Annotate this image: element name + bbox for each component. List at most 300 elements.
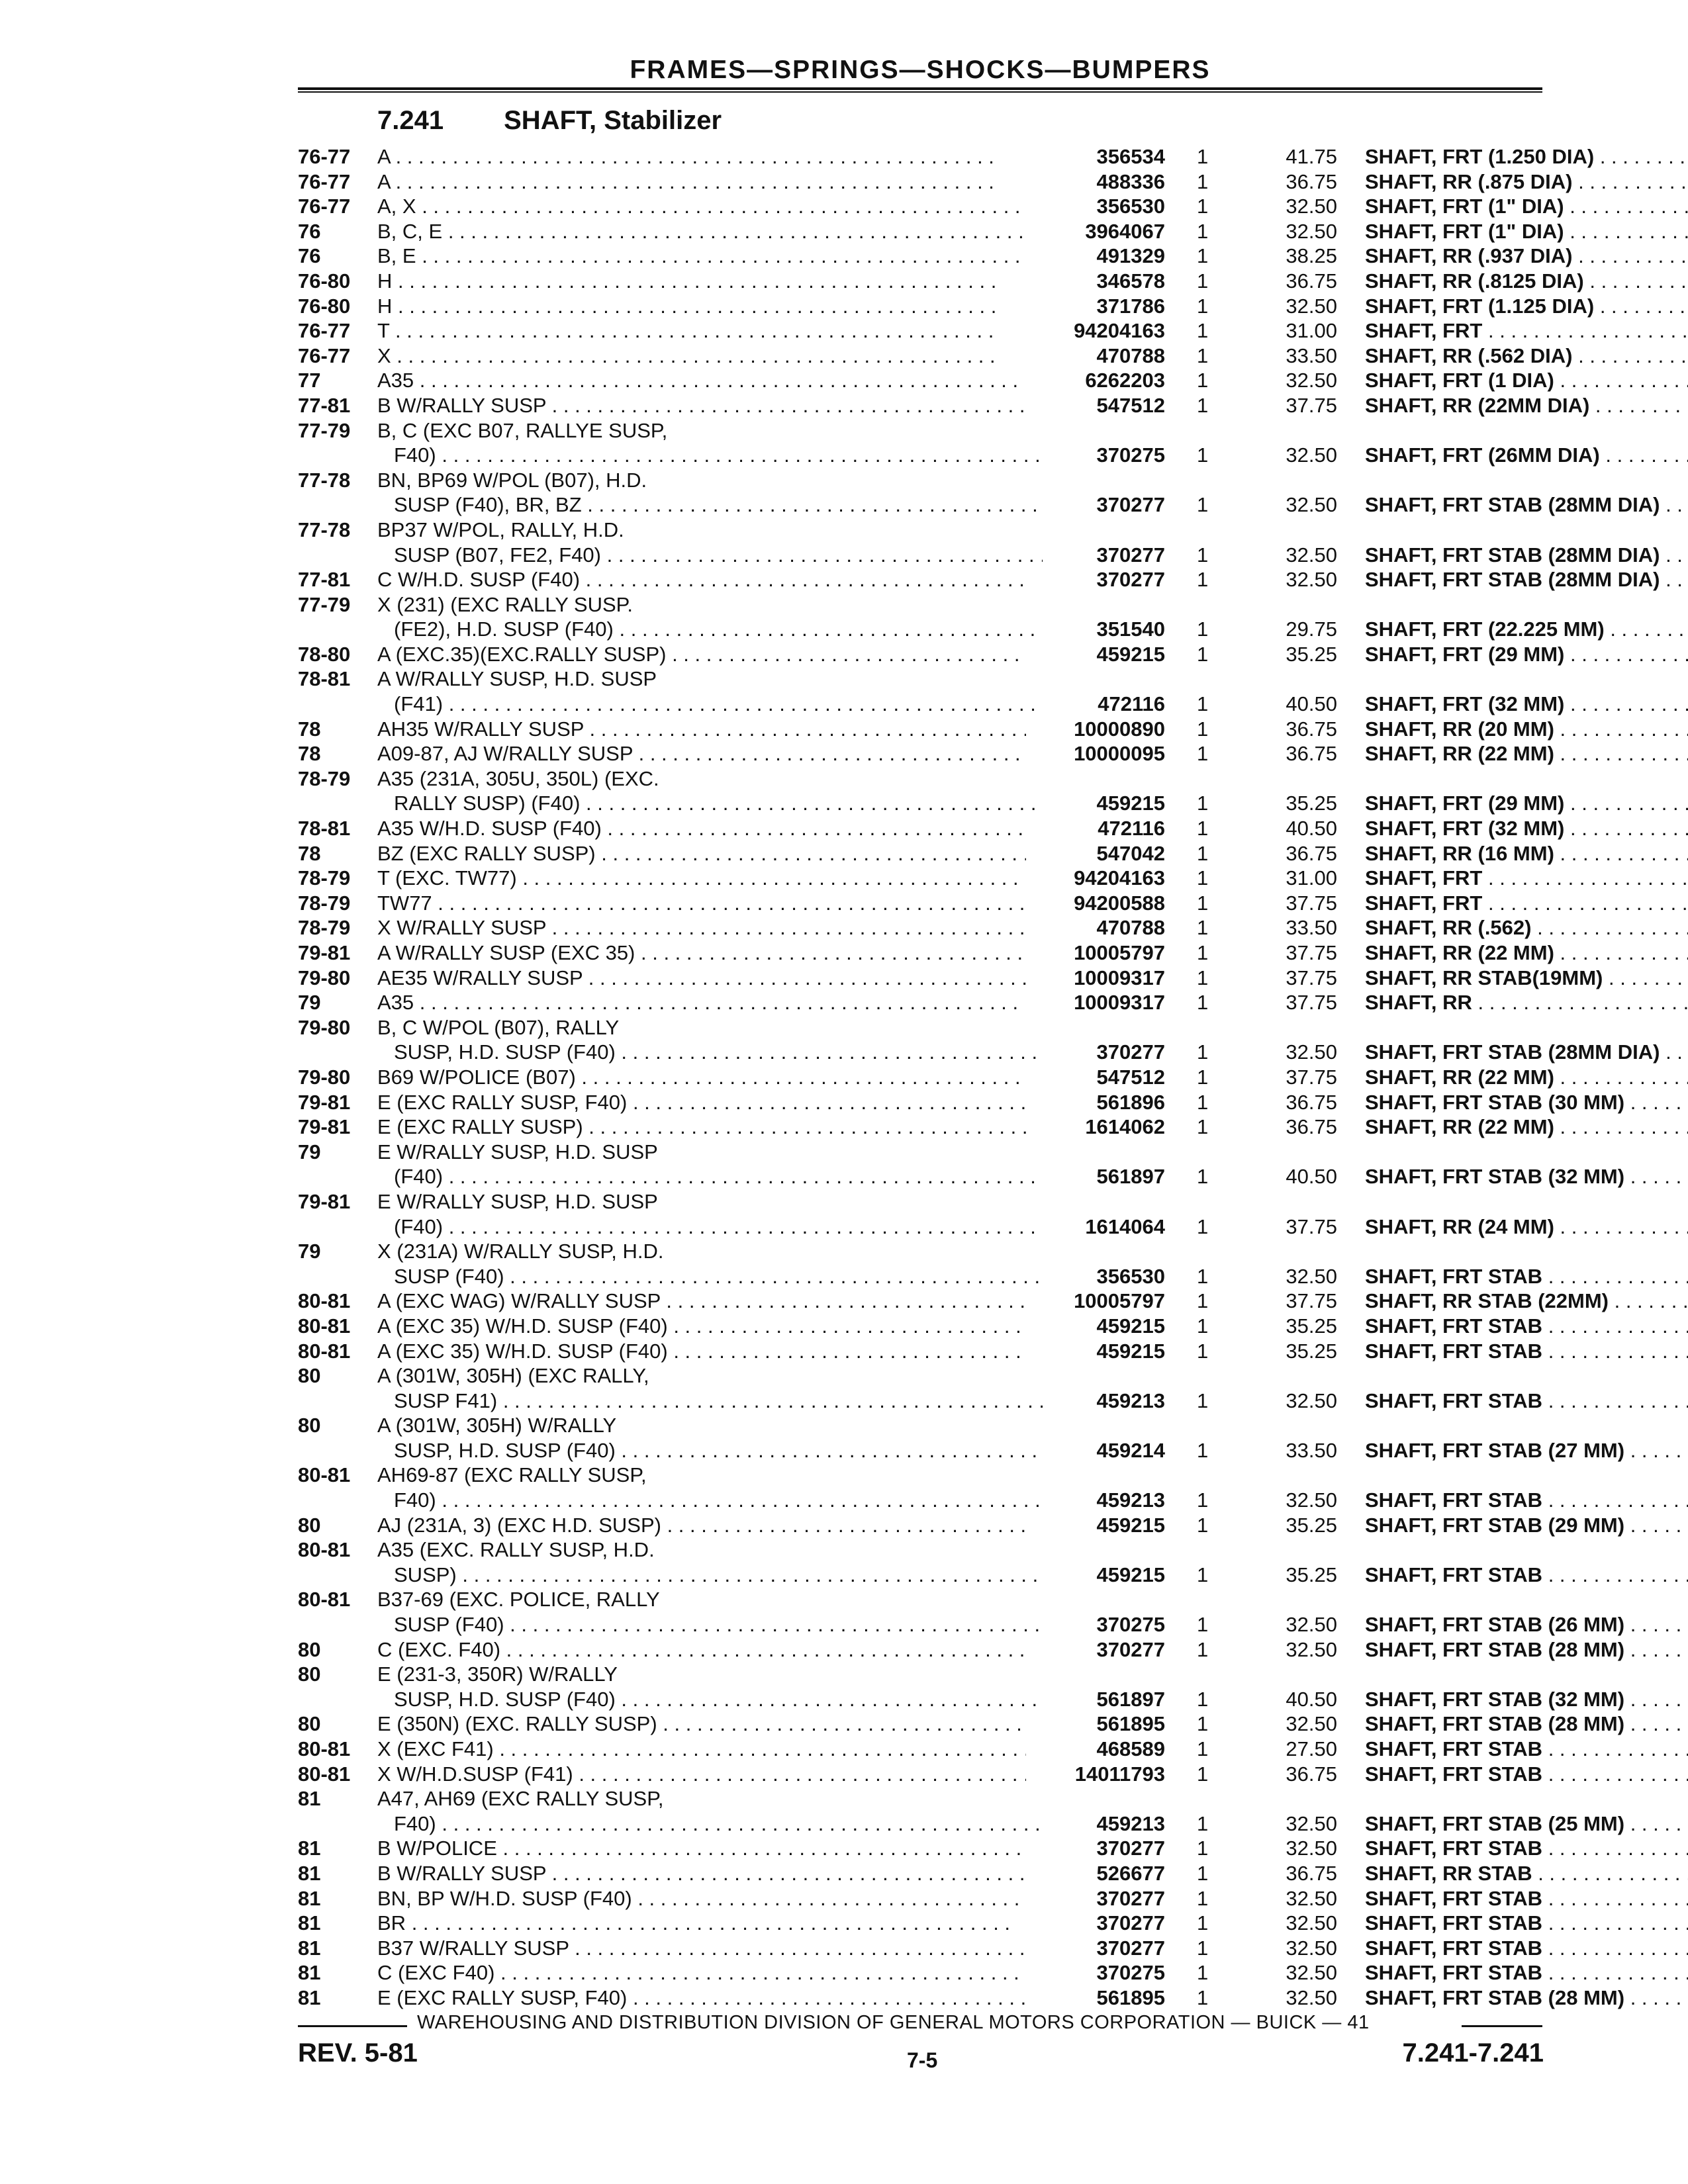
- row-description: SHAFT, FRT STAB . . .: [1365, 1886, 1688, 1911]
- row-year: 78: [298, 717, 321, 741]
- table-row: [298, 468, 1549, 493]
- row-part-number: 1614062: [1085, 1115, 1165, 1139]
- row-year: 78-79: [298, 766, 351, 790]
- row-year: 78-80: [298, 642, 351, 666]
- table-row: [298, 1836, 1549, 1861]
- row-price: 36.75: [1286, 1861, 1337, 1885]
- row-part-number: 351540: [1096, 617, 1165, 641]
- table-row: [298, 940, 1554, 966]
- row-model: SUSP, H.D. SUSP (F40) . . .: [394, 1687, 1043, 1712]
- row-quantity: 1: [1197, 742, 1209, 766]
- row-price: 41.75: [1286, 145, 1337, 168]
- row-year: 79-80: [298, 1065, 351, 1089]
- row-description: SHAFT, RR (.562) . . .: [1365, 915, 1688, 940]
- row-part-number: 94204163: [1074, 866, 1165, 890]
- row-year: 77: [298, 369, 321, 392]
- row-part-number: 468589: [1096, 1737, 1165, 1760]
- row-year: 81: [298, 1787, 321, 1811]
- row-quantity: 1: [1197, 244, 1209, 268]
- revision-label: REV. 5-81: [298, 2038, 418, 2068]
- table-row: [298, 194, 1564, 219]
- row-model: C W/H.D. SUSP (F40) . . .: [377, 567, 1026, 592]
- row-model: X . . .: [377, 343, 1026, 369]
- row-year: 80: [298, 1414, 321, 1437]
- row-quantity: 1: [1197, 1339, 1209, 1363]
- row-description: SHAFT, FRT (22.225 MM) . . .: [1365, 617, 1688, 642]
- row-description: SHAFT, FRT STAB (28 MM) . . .: [1365, 1637, 1688, 1662]
- row-model: SUSP) . . .: [394, 1563, 1043, 1588]
- table-row: [298, 1214, 1554, 1240]
- row-description: SHAFT, RR (16 MM) . . .: [1365, 841, 1688, 866]
- section-range: 7.241-7.241: [1402, 2038, 1544, 2068]
- row-part-number: 10005797: [1074, 1289, 1165, 1313]
- row-model: BN, BP69 W/POL (B07), H.D.: [377, 468, 647, 492]
- row-model: B, C, E . . .: [377, 219, 1026, 244]
- row-description: SHAFT, RR (.562 DIA) . . .: [1365, 343, 1688, 369]
- row-model: X (231A) W/RALLY SUSP, H.D.: [377, 1240, 664, 1263]
- row-year: 80-81: [298, 1314, 351, 1338]
- row-quantity: 1: [1197, 866, 1209, 890]
- table-row: [298, 1363, 1549, 1388]
- row-quantity: 1: [1197, 1936, 1209, 1960]
- row-part-number: 370277: [1096, 1837, 1165, 1860]
- row-model: AH35 W/RALLY SUSP . . .: [377, 717, 1026, 742]
- row-year: 79-81: [298, 1090, 351, 1114]
- row-price: 35.25: [1286, 1314, 1337, 1338]
- row-price: 32.50: [1286, 369, 1337, 392]
- row-description: SHAFT, FRT STAB . . .: [1365, 1388, 1688, 1414]
- row-year: 80-81: [298, 1737, 351, 1760]
- row-price: 32.50: [1286, 1811, 1337, 1835]
- row-model: SUSP, H.D. SUSP (F40) . . .: [394, 1438, 1043, 1463]
- row-part-number: 370277: [1096, 568, 1165, 592]
- row-model: A35 W/H.D. SUSP (F40) . . .: [377, 816, 1026, 841]
- row-price: 35.25: [1286, 792, 1337, 815]
- row-quantity: 1: [1197, 1289, 1209, 1313]
- row-part-number: 10009317: [1074, 991, 1165, 1015]
- row-year: 76-77: [298, 169, 351, 193]
- row-model: SUSP (F40) . . .: [394, 1264, 1043, 1289]
- row-description: SHAFT, FRT STAB (29 MM) . . .: [1365, 1513, 1688, 1538]
- row-part-number: 459213: [1096, 1388, 1165, 1412]
- row-price: 36.75: [1286, 1115, 1337, 1139]
- row-quantity: 1: [1197, 1264, 1209, 1288]
- row-price: 32.50: [1286, 1886, 1337, 1910]
- row-model: A (EXC 35) W/H.D. SUSP (F40) . . .: [377, 1314, 1026, 1339]
- row-year: 78-81: [298, 667, 351, 691]
- row-model: E W/RALLY SUSP, H.D. SUSP: [377, 1189, 658, 1213]
- row-description: SHAFT, FRT (1 DIA) . . .: [1365, 368, 1688, 393]
- row-quantity: 1: [1197, 269, 1209, 293]
- row-description: SHAFT, FRT STAB (32 MM) . . .: [1365, 1687, 1688, 1712]
- row-year: 80: [298, 1662, 321, 1686]
- row-year: 81: [298, 1911, 321, 1935]
- row-model: E (350N) (EXC. RALLY SUSP) . . .: [377, 1711, 1026, 1737]
- row-part-number: 370277: [1096, 493, 1165, 517]
- row-quantity: 1: [1197, 1687, 1209, 1711]
- row-part-number: 561895: [1096, 1712, 1165, 1736]
- table-row: [298, 1015, 1549, 1040]
- row-description: SHAFT, FRT STAB . . .: [1365, 1563, 1688, 1588]
- footer-rule-left: [298, 2025, 407, 2027]
- row-price: 36.75: [1286, 841, 1337, 865]
- row-model: A W/RALLY SUSP, H.D. SUSP: [377, 667, 657, 691]
- row-year: 76: [298, 244, 321, 268]
- row-model: TW77 . . .: [377, 891, 1026, 916]
- table-row: [298, 766, 1549, 792]
- row-part-number: 10005797: [1074, 941, 1165, 964]
- row-model: AE35 W/RALLY SUSP . . .: [377, 966, 1026, 991]
- row-year: 81: [298, 1886, 321, 1910]
- row-model: B, E . . .: [377, 244, 1026, 269]
- row-year: 80: [298, 1513, 321, 1537]
- row-quantity: 1: [1197, 1488, 1209, 1512]
- row-quantity: 1: [1197, 642, 1209, 666]
- row-year: 78: [298, 742, 321, 766]
- row-description: SHAFT, FRT (1.250 DIA) . . .: [1365, 144, 1688, 169]
- row-price: 36.75: [1286, 1090, 1337, 1114]
- row-quantity: 1: [1197, 1214, 1209, 1238]
- row-part-number: 459215: [1096, 642, 1165, 666]
- row-price: 31.00: [1286, 319, 1337, 343]
- row-part-number: 526677: [1096, 1861, 1165, 1885]
- row-price: 32.50: [1286, 1936, 1337, 1960]
- row-description: SHAFT, FRT (32 MM) . . .: [1365, 692, 1688, 717]
- row-description: SHAFT, FRT STAB (28MM DIA) . . .: [1365, 492, 1688, 518]
- row-part-number: 94204163: [1074, 319, 1165, 343]
- row-quantity: 1: [1197, 717, 1209, 741]
- row-price: 32.50: [1286, 1040, 1337, 1064]
- table-row: [298, 1040, 1660, 1065]
- table-row: [298, 741, 1554, 766]
- row-model: X (231) (EXC RALLY SUSP.: [377, 592, 633, 616]
- table-row: [298, 1239, 1549, 1264]
- row-description: SHAFT, FRT STAB (28 MM) . . .: [1365, 1711, 1688, 1737]
- row-year: 76-80: [298, 269, 351, 293]
- table-row: [298, 1711, 1625, 1737]
- row-part-number: 459213: [1096, 1488, 1165, 1512]
- table-row: [298, 443, 1600, 468]
- table-row: [298, 1786, 1549, 1811]
- row-year: 76: [298, 219, 321, 243]
- table-row: [298, 816, 1565, 841]
- row-price: 32.50: [1286, 1837, 1337, 1860]
- row-part-number: 459214: [1096, 1438, 1165, 1462]
- row-model: A09-87, AJ W/RALLY SUSP . . .: [377, 741, 1026, 766]
- table-row: [298, 1140, 1549, 1165]
- row-price: 32.50: [1286, 1388, 1337, 1412]
- row-price: 32.50: [1286, 568, 1337, 592]
- row-price: 32.50: [1286, 543, 1337, 567]
- row-description: SHAFT, FRT STAB . . .: [1365, 1960, 1688, 1985]
- row-price: 32.50: [1286, 1488, 1337, 1512]
- row-model: A . . .: [377, 144, 1026, 169]
- row-price: 32.50: [1286, 1637, 1337, 1661]
- row-year: 80-81: [298, 1762, 351, 1786]
- table-row: [298, 1985, 1625, 2011]
- row-quantity: 1: [1197, 319, 1209, 343]
- row-description: SHAFT, RR (20 MM) . . .: [1365, 717, 1688, 742]
- row-price: 33.50: [1286, 343, 1337, 367]
- row-quantity: 1: [1197, 1065, 1209, 1089]
- row-quantity: 1: [1197, 966, 1209, 989]
- table-row: [298, 318, 1549, 343]
- row-price: 31.00: [1286, 866, 1337, 890]
- row-year: 79: [298, 1240, 321, 1263]
- row-description: SHAFT, FRT STAB (28 MM) . . .: [1365, 1985, 1688, 2011]
- row-year: 77-78: [298, 468, 351, 492]
- row-quantity: 1: [1197, 1985, 1209, 2009]
- row-price: 37.75: [1286, 891, 1337, 915]
- row-price: 38.25: [1286, 244, 1337, 268]
- table-row: [298, 543, 1660, 568]
- row-year: 78: [298, 841, 321, 865]
- table-row: [298, 1388, 1549, 1414]
- row-model: SUSP, H.D. SUSP (F40) . . .: [394, 1040, 1043, 1065]
- row-quantity: 1: [1197, 991, 1209, 1015]
- table-row: [298, 1687, 1625, 1712]
- row-quantity: 1: [1197, 195, 1209, 218]
- row-part-number: 470788: [1096, 343, 1165, 367]
- row-price: 32.50: [1286, 1911, 1337, 1935]
- section-heading: [377, 106, 722, 136]
- row-price: 36.75: [1286, 169, 1337, 193]
- row-model: A (EXC WAG) W/RALLY SUSP . . .: [377, 1289, 1026, 1314]
- table-row: [298, 393, 1590, 418]
- row-description: SHAFT, FRT STAB (26 MM) . . .: [1365, 1612, 1688, 1637]
- row-model: B W/RALLY SUSP . . .: [377, 393, 1026, 418]
- row-year: 81: [298, 1985, 321, 2009]
- row-description: SHAFT, FRT STAB . . .: [1365, 1836, 1688, 1861]
- table-row: [298, 1811, 1625, 1837]
- table-row: [298, 1115, 1554, 1140]
- row-price: 33.50: [1286, 916, 1337, 940]
- row-price: 32.50: [1286, 1985, 1337, 2009]
- row-part-number: 370275: [1096, 1961, 1165, 1985]
- table-row: [298, 990, 1549, 1015]
- table-row: [298, 891, 1549, 916]
- row-description: SHAFT, RR (22MM DIA) . . .: [1365, 393, 1688, 418]
- row-year: 78-79: [298, 866, 351, 890]
- row-year: 79-81: [298, 941, 351, 964]
- row-quantity: 1: [1197, 1911, 1209, 1935]
- row-part-number: 371786: [1096, 294, 1165, 318]
- row-description: SHAFT, RR (.937 DIA) . . .: [1365, 244, 1688, 269]
- row-part-number: 472116: [1098, 692, 1165, 716]
- row-model: SUSP (F40), BR, BZ . . .: [394, 492, 1043, 518]
- row-model: F40) . . .: [394, 1488, 1043, 1513]
- row-quantity: 1: [1197, 817, 1209, 841]
- row-price: 32.50: [1286, 1264, 1337, 1288]
- row-year: 79-81: [298, 1115, 351, 1139]
- row-year: 79-81: [298, 1189, 351, 1213]
- row-model: A35 . . .: [377, 990, 1026, 1015]
- row-year: 80-81: [298, 1289, 351, 1313]
- row-price: 40.50: [1286, 1687, 1337, 1711]
- row-model: B, C (EXC B07, RALLYE SUSP,: [377, 418, 668, 442]
- row-description: SHAFT, FRT STAB (28MM DIA) . . .: [1365, 1040, 1688, 1065]
- table-row: [298, 1537, 1549, 1563]
- table-row: [298, 244, 1573, 269]
- page-number: 7-5: [907, 2048, 938, 2072]
- row-model: BZ (EXC RALLY SUSP) . . .: [377, 841, 1026, 866]
- row-quantity: 1: [1197, 1438, 1209, 1462]
- row-year: 80-81: [298, 1588, 351, 1612]
- row-quantity: 1: [1197, 343, 1209, 367]
- row-part-number: 356530: [1096, 195, 1165, 218]
- row-description: SHAFT, FRT (29 MM) . . .: [1365, 642, 1688, 667]
- row-quantity: 1: [1197, 393, 1209, 417]
- row-price: 32.50: [1286, 195, 1337, 218]
- row-price: 32.50: [1286, 443, 1337, 467]
- table-row: [298, 841, 1554, 866]
- row-description: SHAFT, RR (22 MM) . . .: [1365, 741, 1688, 766]
- row-model: H . . .: [377, 294, 1026, 319]
- row-part-number: 10009317: [1074, 966, 1165, 989]
- row-model: A (301W, 305H) (EXC RALLY,: [377, 1364, 649, 1388]
- row-part-number: 94200588: [1074, 891, 1165, 915]
- table-row: [298, 567, 1660, 592]
- section-number: 7.241: [377, 106, 444, 135]
- row-model: C (EXC F40) . . .: [377, 1960, 1026, 1985]
- row-part-number: 459215: [1096, 1314, 1165, 1338]
- row-description: SHAFT, FRT STAB (30 MM) . . .: [1365, 1090, 1688, 1115]
- row-model: T . . .: [377, 318, 1026, 343]
- row-description: SHAFT, FRT STAB (28MM DIA) . . .: [1365, 567, 1688, 592]
- row-part-number: 370277: [1096, 1911, 1165, 1935]
- row-description: SHAFT, FRT (1" DIA) . . .: [1365, 194, 1688, 219]
- row-model: AJ (231A, 3) (EXC H.D. SUSP) . . .: [377, 1513, 1026, 1538]
- row-part-number: 547512: [1096, 393, 1165, 417]
- row-price: 35.25: [1286, 1563, 1337, 1586]
- row-quantity: 1: [1197, 1861, 1209, 1885]
- row-price: 29.75: [1286, 617, 1337, 641]
- row-part-number: 561897: [1096, 1165, 1165, 1189]
- table-row: [298, 1587, 1549, 1612]
- row-description: SHAFT, RR (24 MM) . . .: [1365, 1214, 1688, 1240]
- row-part-number: 561896: [1096, 1090, 1165, 1114]
- row-price: 35.25: [1286, 642, 1337, 666]
- row-part-number: 346578: [1096, 269, 1165, 293]
- row-price: 27.50: [1286, 1737, 1337, 1760]
- row-price: 37.75: [1286, 991, 1337, 1015]
- row-description: SHAFT, FRT STAB . . .: [1365, 1737, 1688, 1762]
- row-model: (F40) . . .: [394, 1164, 1043, 1189]
- row-price: 32.50: [1286, 1712, 1337, 1736]
- row-model: E (EXC RALLY SUSP, F40) . . .: [377, 1985, 1026, 2011]
- row-description: SHAFT, FRT STAB . . .: [1365, 1339, 1688, 1364]
- row-year: 77-78: [298, 518, 351, 541]
- row-price: 37.75: [1286, 393, 1337, 417]
- row-model: (F41) . . .: [394, 692, 1043, 717]
- row-model: E (231-3, 350R) W/RALLY: [377, 1662, 618, 1686]
- row-quantity: 1: [1197, 1961, 1209, 1985]
- row-price: 37.75: [1286, 941, 1337, 964]
- table-row: [298, 966, 1603, 991]
- row-quantity: 1: [1197, 543, 1209, 567]
- row-year: 81: [298, 1936, 321, 1960]
- row-part-number: 370275: [1096, 443, 1165, 467]
- row-model: A . . .: [377, 169, 1026, 195]
- table-row: [298, 1960, 1549, 1985]
- row-model: C (EXC. F40) . . .: [377, 1637, 1026, 1662]
- table-row: [298, 1737, 1549, 1762]
- row-part-number: 370277: [1096, 1936, 1165, 1960]
- row-quantity: 1: [1197, 841, 1209, 865]
- row-price: 40.50: [1286, 692, 1337, 716]
- row-part-number: 547512: [1096, 1065, 1165, 1089]
- row-year: 80-81: [298, 1339, 351, 1363]
- row-model: X W/RALLY SUSP . . .: [377, 915, 1026, 940]
- row-description: SHAFT, FRT STAB . . .: [1365, 1762, 1688, 1787]
- row-description: SHAFT, FRT STAB (25 MM) . . .: [1365, 1811, 1688, 1837]
- row-part-number: 459215: [1096, 1513, 1165, 1537]
- row-quantity: 1: [1197, 369, 1209, 392]
- row-year: 80-81: [298, 1538, 351, 1562]
- row-year: 81: [298, 1961, 321, 1985]
- row-price: 32.50: [1286, 1961, 1337, 1985]
- row-year: 76-77: [298, 195, 351, 218]
- row-model: BN, BP W/H.D. SUSP (F40) . . .: [377, 1886, 1026, 1911]
- row-quantity: 1: [1197, 692, 1209, 716]
- table-row: [298, 1762, 1549, 1787]
- row-description: SHAFT, RR STAB(19MM) . . .: [1365, 966, 1688, 991]
- row-price: 36.75: [1286, 269, 1337, 293]
- row-model: A35 . . .: [377, 368, 1026, 393]
- row-description: SHAFT, RR (.8125 DIA) . . .: [1365, 269, 1688, 294]
- row-description: SHAFT, RR (22 MM) . . .: [1365, 940, 1688, 966]
- row-quantity: 1: [1197, 294, 1209, 318]
- table-row: [298, 1264, 1549, 1289]
- row-description: SHAFT, FRT (29 MM) . . .: [1365, 791, 1688, 816]
- table-row: [298, 1314, 1549, 1339]
- row-quantity: 1: [1197, 792, 1209, 815]
- table-row: [298, 1612, 1625, 1637]
- row-model: RALLY SUSP) (F40) . . .: [394, 791, 1043, 816]
- row-quantity: 1: [1197, 891, 1209, 915]
- row-year: 77-81: [298, 393, 351, 417]
- page-title: FRAMES—SPRINGS—SHOCKS—BUMPERS: [630, 56, 1211, 84]
- row-price: 37.75: [1286, 966, 1337, 989]
- row-part-number: 459215: [1096, 792, 1165, 815]
- row-price: 33.50: [1286, 1438, 1337, 1462]
- row-model: SUSP (B07, FE2, F40) . . .: [394, 543, 1043, 568]
- row-quantity: 1: [1197, 443, 1209, 467]
- row-model: B W/POLICE . . .: [377, 1836, 1026, 1861]
- header-rule: [298, 87, 1542, 90]
- row-model: A (301W, 305H) W/RALLY: [377, 1414, 617, 1437]
- row-model: B37 W/RALLY SUSP . . .: [377, 1936, 1026, 1961]
- row-quantity: 1: [1197, 1837, 1209, 1860]
- row-price: 37.75: [1286, 1289, 1337, 1313]
- parts-table: [298, 144, 1660, 2011]
- row-part-number: 459215: [1096, 1563, 1165, 1586]
- row-part-number: 1614064: [1085, 1214, 1165, 1238]
- row-year: 78-79: [298, 916, 351, 940]
- row-year: 80: [298, 1364, 321, 1388]
- row-description: SHAFT, RR STAB (22MM) . . .: [1365, 1289, 1688, 1314]
- table-row: [298, 1886, 1549, 1911]
- row-model: A (EXC 35) W/H.D. SUSP (F40) . . .: [377, 1339, 1026, 1364]
- row-price: 36.75: [1286, 742, 1337, 766]
- row-year: 77-79: [298, 592, 351, 616]
- row-part-number: 6262203: [1085, 369, 1165, 392]
- table-row: [298, 1339, 1549, 1364]
- row-part-number: 10000890: [1074, 717, 1165, 741]
- row-year: 80-81: [298, 1463, 351, 1487]
- table-row: [298, 666, 1549, 692]
- row-description: SHAFT, RR (22 MM) . . .: [1365, 1115, 1688, 1140]
